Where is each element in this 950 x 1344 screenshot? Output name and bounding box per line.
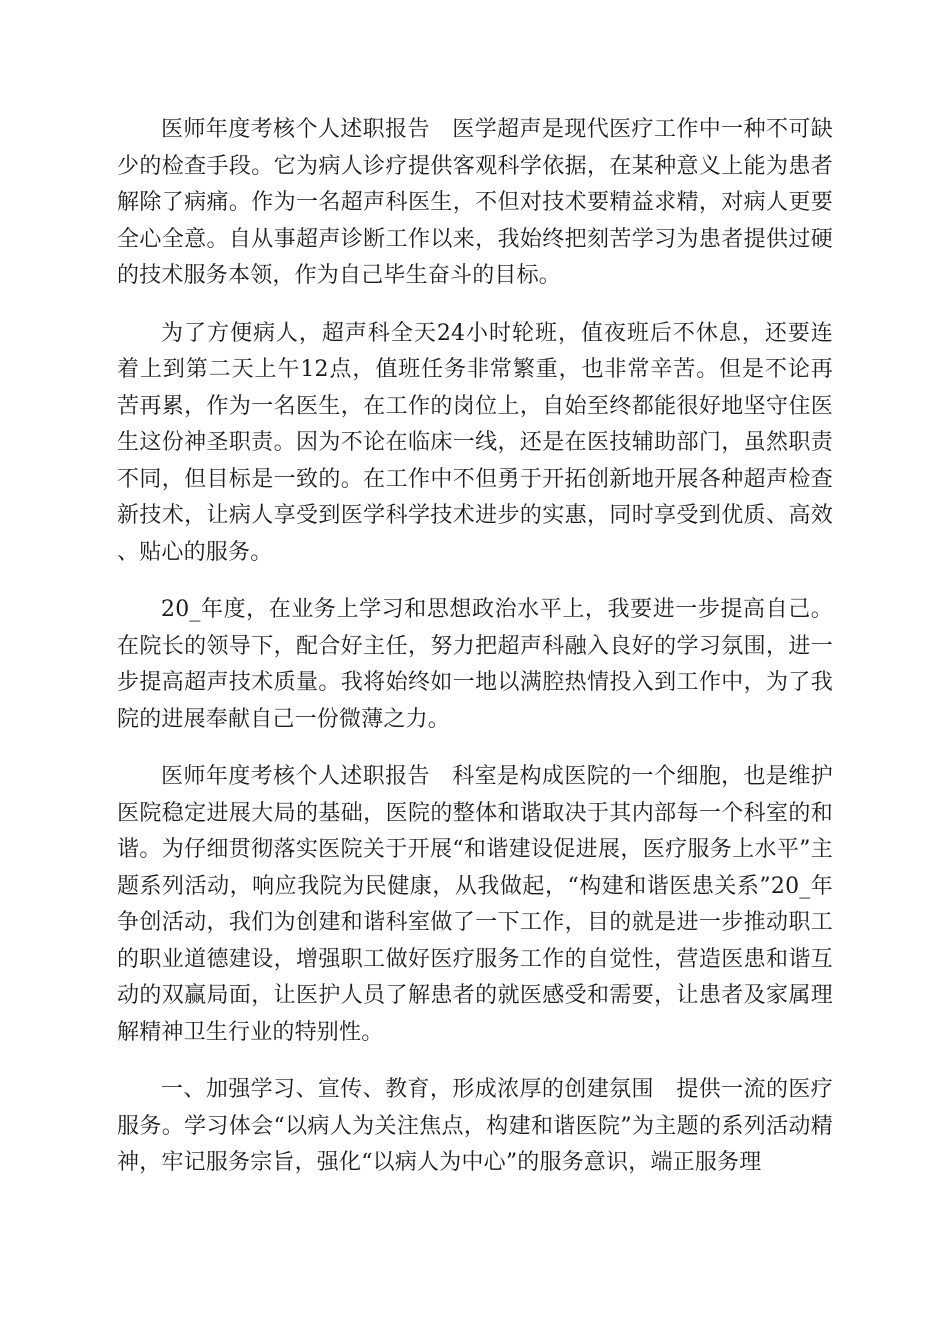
paragraph-3: 20_年度，在业务上学习和思想政治水平上，我要进一步提高自己。在院长的领导下，配合好主任，努力把超声科融入良好的学习氛围，进一步提高超声技术质量。我将始终如一地以满腔热情投入到工作中，为了我院的进展奉献自己一份微薄之力。	[117, 597, 833, 732]
paragraph-5: 一、加强学习、宣传、教育，形成浓厚的创建氛围 提供一流的医疗服务。学习体会“以病人为关注焦点，构建和谐医院”为主题的系列活动精神，牢记服务宗旨，强化“以病人为中心”的服务意识，端正服务理	[117, 1077, 833, 1175]
paragraph-1: 医师年度考核个人述职报告 医学超声是现代医疗工作中一种不可缺少的检查手段。它为病人诊疗提供客观科学依据，在某种意义上能为患者解除了病痛。作为一名超声科医生，不但对技术要精益求精，对病人更要全心全意。自从事超声诊断工作以来，我始终把刻苦学习为患者提供过硬的技术服务本领，作为自己毕生奋斗的目标。	[117, 117, 833, 288]
paragraph-4: 医师年度考核个人述职报告 科室是构成医院的一个细胞，也是维护医院稳定进展大局的基础，医院的整体和谐取决于其内部每一个科室的和谐。为仔细贯彻落实医院关于开展“和谐建设促进展，医疗服务上水平”主题系列活动，响应我院为民健康，从我做起，“构建和谐医患关系”20_年争创活动，我们为创建和谐科室做了一下工作，目的就是进一步推动职工的职业道德建设，增强职工做好医疗服务工作的自觉性，营造医患和谐互动的双赢局面，让医护人员了解患者的就医感受和需要，让患者及家属理解精神卫生行业的特别性。	[117, 764, 833, 1045]
paragraph-2: 为了方便病人，超声科全天24小时轮班，值夜班后不休息，还要连着上到第二天上午12点，值班任务非常繁重，也非常辛苦。但是不论再苦再累，作为一名医生，在工作的岗位上，自始至终都能很好地坚守住医生这份神圣职责。因为不论在临床一线，还是在医技辅助部门，虽然职责不同，但目标是一致的。在工作中不但勇于开拓创新地开展各种超声检查新技术，让病人享受到医学科学技术进步的实惠，同时享受到优质、高效、贴心的服务。	[117, 320, 833, 565]
document-body	[117, 112, 833, 1203]
